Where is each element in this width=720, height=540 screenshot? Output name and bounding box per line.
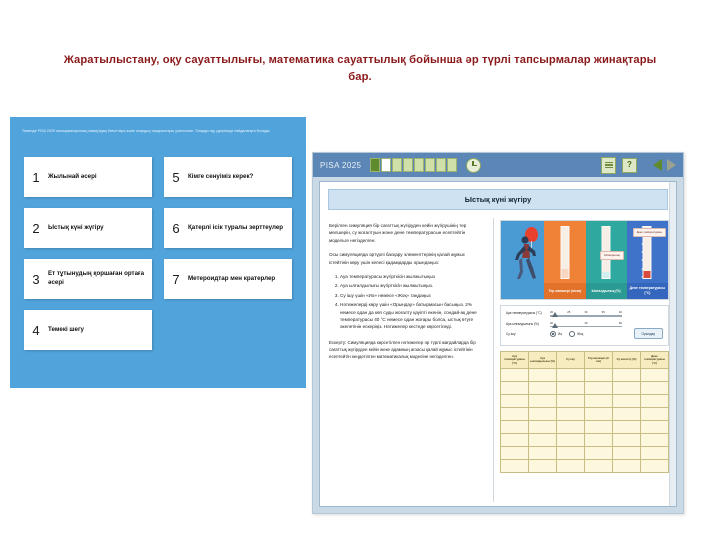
forward-arrow-icon[interactable] bbox=[667, 159, 676, 171]
table-row bbox=[501, 369, 669, 382]
table-row bbox=[501, 408, 669, 421]
water-option-no[interactable] bbox=[569, 331, 583, 337]
water-option-no-label: Жоқ bbox=[577, 332, 584, 337]
humidity-knob[interactable] bbox=[552, 323, 558, 328]
humidity-track[interactable] bbox=[550, 326, 622, 328]
progress-indicator bbox=[370, 158, 457, 172]
table-row bbox=[501, 395, 669, 408]
topic-number: 4 bbox=[32, 322, 40, 338]
water-radio-group bbox=[550, 331, 583, 337]
instructions-column bbox=[320, 214, 493, 506]
page-title: Жаратылыстану, оқу сауаттылығы, математика сауаттылық бойынша әр түрлі тапсырмалар жинақтары бар. bbox=[63, 54, 657, 83]
humidity-slider[interactable] bbox=[550, 321, 622, 328]
results-table-body bbox=[501, 369, 669, 473]
topic-card-1[interactable] bbox=[24, 157, 152, 197]
topic-label: Ыстық күні жүгіру bbox=[48, 223, 104, 231]
navigation-arrows bbox=[653, 159, 676, 171]
app-content-area bbox=[319, 181, 677, 507]
water-option-yes-label: Иә bbox=[558, 332, 563, 337]
topic-label: Темекі шегу bbox=[48, 325, 85, 333]
step-item: 4. Нәтижелерді көру үшін «Орындау» батырмасын басыңыз. 2% немесе одан да көп суды жоғалту қауіпті екенін, сондай-ақ дене температурасы 40 °C немесе одан жоғары болса, ыстық өтуге әкелетінін ескеріңіз. Нәтижелер кестеде көрсетіледі. bbox=[340, 301, 485, 331]
content-scrollbar[interactable] bbox=[669, 182, 676, 506]
humidity-label: Ауа ылғалдылығы (%) bbox=[506, 321, 539, 326]
topic-number: 6 bbox=[172, 220, 180, 236]
radio-dot-icon bbox=[569, 331, 575, 337]
pisa-app-screenshot bbox=[312, 152, 684, 514]
topic-label: Метероидтар мен кратерлер bbox=[188, 274, 276, 282]
runner-figure-icon bbox=[511, 234, 539, 280]
topic-card-5[interactable] bbox=[164, 157, 292, 197]
topic-column-right bbox=[164, 157, 292, 310]
radio-dot-icon bbox=[550, 331, 556, 337]
humidity-gauge-label: Ылғалдылық (%) bbox=[586, 283, 627, 299]
simulation-graphic bbox=[500, 220, 669, 300]
water-label: Су ішу bbox=[506, 332, 516, 337]
app-brand: PISA 2025 bbox=[320, 160, 362, 170]
clock-icon bbox=[466, 158, 481, 173]
table-row bbox=[501, 434, 669, 447]
topic-label: Ет тұтынудың қоршаған ортаға әсері bbox=[48, 270, 145, 286]
sweat-gauge-panel bbox=[544, 221, 585, 299]
simulation-column bbox=[494, 214, 676, 506]
intro-paragraph-1: Берілген симуляция бір сағаттық жүгіруден кейін жүгірушінің тер мөлшерін, су жоғалтуын және дене температурасын есептейтін модельге негізделген. bbox=[329, 223, 467, 243]
step-item: 2. Ауа ылғалдылығы жүгірткісін жылжытыңыз. bbox=[340, 282, 485, 289]
runner-illustration-panel bbox=[501, 221, 544, 299]
app-toolbar bbox=[313, 153, 683, 177]
results-col-humidity: Ауа ылғалдылығы (%) bbox=[529, 352, 557, 369]
water-option-yes[interactable] bbox=[550, 331, 562, 337]
back-arrow-icon[interactable] bbox=[653, 159, 662, 171]
results-col-sweat: Тер мөлшері (л/сағ) bbox=[585, 352, 613, 369]
air-temp-label: Ауа температурасы (°C) bbox=[506, 311, 542, 316]
calculator-icon[interactable] bbox=[601, 157, 616, 174]
left-slide-note: Төменде PISA 2025 тапсырмаларының мазмұндық бағыттары және олардың тақырыптары ұсынылған. Оларды оқу үдерісінде пайдалануға болады. bbox=[22, 129, 271, 133]
humidity-scale: 20 40 60 bbox=[550, 320, 622, 325]
topic-card-6[interactable] bbox=[164, 208, 292, 248]
topic-card-7[interactable] bbox=[164, 259, 292, 299]
topic-card-2[interactable] bbox=[24, 208, 152, 248]
topic-label: Қатерлі ісік туралы зерттеулер bbox=[188, 223, 284, 231]
air-temp-knob[interactable] bbox=[552, 312, 558, 317]
topic-label: Кімге сенуіміз керек? bbox=[188, 172, 254, 180]
air-temp-track[interactable] bbox=[550, 315, 622, 317]
results-table-header-row bbox=[501, 352, 669, 369]
humidity-callout: Ылғалдылық bbox=[600, 251, 624, 260]
topic-number: 5 bbox=[172, 169, 180, 185]
topic-number: 1 bbox=[32, 169, 40, 185]
help-icon[interactable]: ? bbox=[622, 158, 637, 173]
results-col-water: Су ішу bbox=[557, 352, 585, 369]
toolbar-right-group bbox=[601, 157, 676, 174]
topic-card-4[interactable] bbox=[24, 310, 152, 350]
topic-card-grid bbox=[24, 157, 292, 377]
table-row bbox=[501, 421, 669, 434]
results-col-air-temp: Ауа температурасы (°C) bbox=[501, 352, 529, 369]
body-temp-label: Дене температурасы (°C) bbox=[627, 283, 668, 299]
air-temp-slider[interactable] bbox=[550, 310, 622, 317]
sweat-gauge-label: Тер мөлшері (л/сағ) bbox=[544, 283, 585, 299]
left-slide-panel bbox=[10, 117, 306, 388]
body-temp-gauge-panel bbox=[627, 221, 668, 299]
step-item: 3. Су ішу үшін «Иә» немесе «Жоқ» таңдаңыз bbox=[340, 292, 485, 299]
humidity-gauge-panel bbox=[586, 221, 627, 299]
steps-list bbox=[329, 273, 485, 331]
results-table bbox=[500, 351, 669, 473]
air-temp-control-row bbox=[506, 310, 663, 317]
topic-number: 2 bbox=[32, 220, 40, 236]
question-title: Ыстық күні жүгіру bbox=[328, 189, 668, 210]
results-col-body-temp: Дене температурасы (°C) bbox=[641, 352, 669, 369]
body-temp-callout: Дене температурасы bbox=[633, 228, 666, 237]
topic-column-left bbox=[24, 157, 152, 361]
question-body bbox=[320, 214, 676, 506]
simulation-controls bbox=[500, 305, 669, 346]
footnote: Ескерту: Симуляцияда көрсетілген нәтижелер әр түрлі жағдайларда бір сағаттық жүгіруден кейін жеке адамның ағзасы қалай жұмыс істейтінін есептейтін кеңдетілген математикалық моделіне негізделген. bbox=[329, 339, 476, 359]
run-simulation-button[interactable]: Орындау bbox=[634, 328, 664, 339]
table-row bbox=[501, 460, 669, 473]
table-row bbox=[501, 382, 669, 395]
topic-number: 7 bbox=[172, 271, 180, 287]
intro-paragraph-2: Осы симуляцияда әртүрлі басқару элементтерінің қалай жұмыс істейтінін көру үшін келесі қадамдарды орындаңыз: bbox=[329, 252, 466, 265]
topic-number: 3 bbox=[32, 271, 40, 287]
topic-card-3[interactable] bbox=[24, 259, 152, 299]
air-temp-scale: 20 25 30 35 40 bbox=[550, 310, 622, 314]
step-item: 1. Ауа температурасы жүгірткісін жылжытыңыз bbox=[340, 273, 485, 280]
sweat-gauge-bar bbox=[560, 226, 569, 279]
table-row bbox=[501, 447, 669, 460]
results-col-water-loss: Су жоғалту (%) bbox=[613, 352, 641, 369]
topic-label: Жылынай әсері bbox=[48, 172, 97, 180]
humidity-control-row bbox=[506, 321, 663, 328]
